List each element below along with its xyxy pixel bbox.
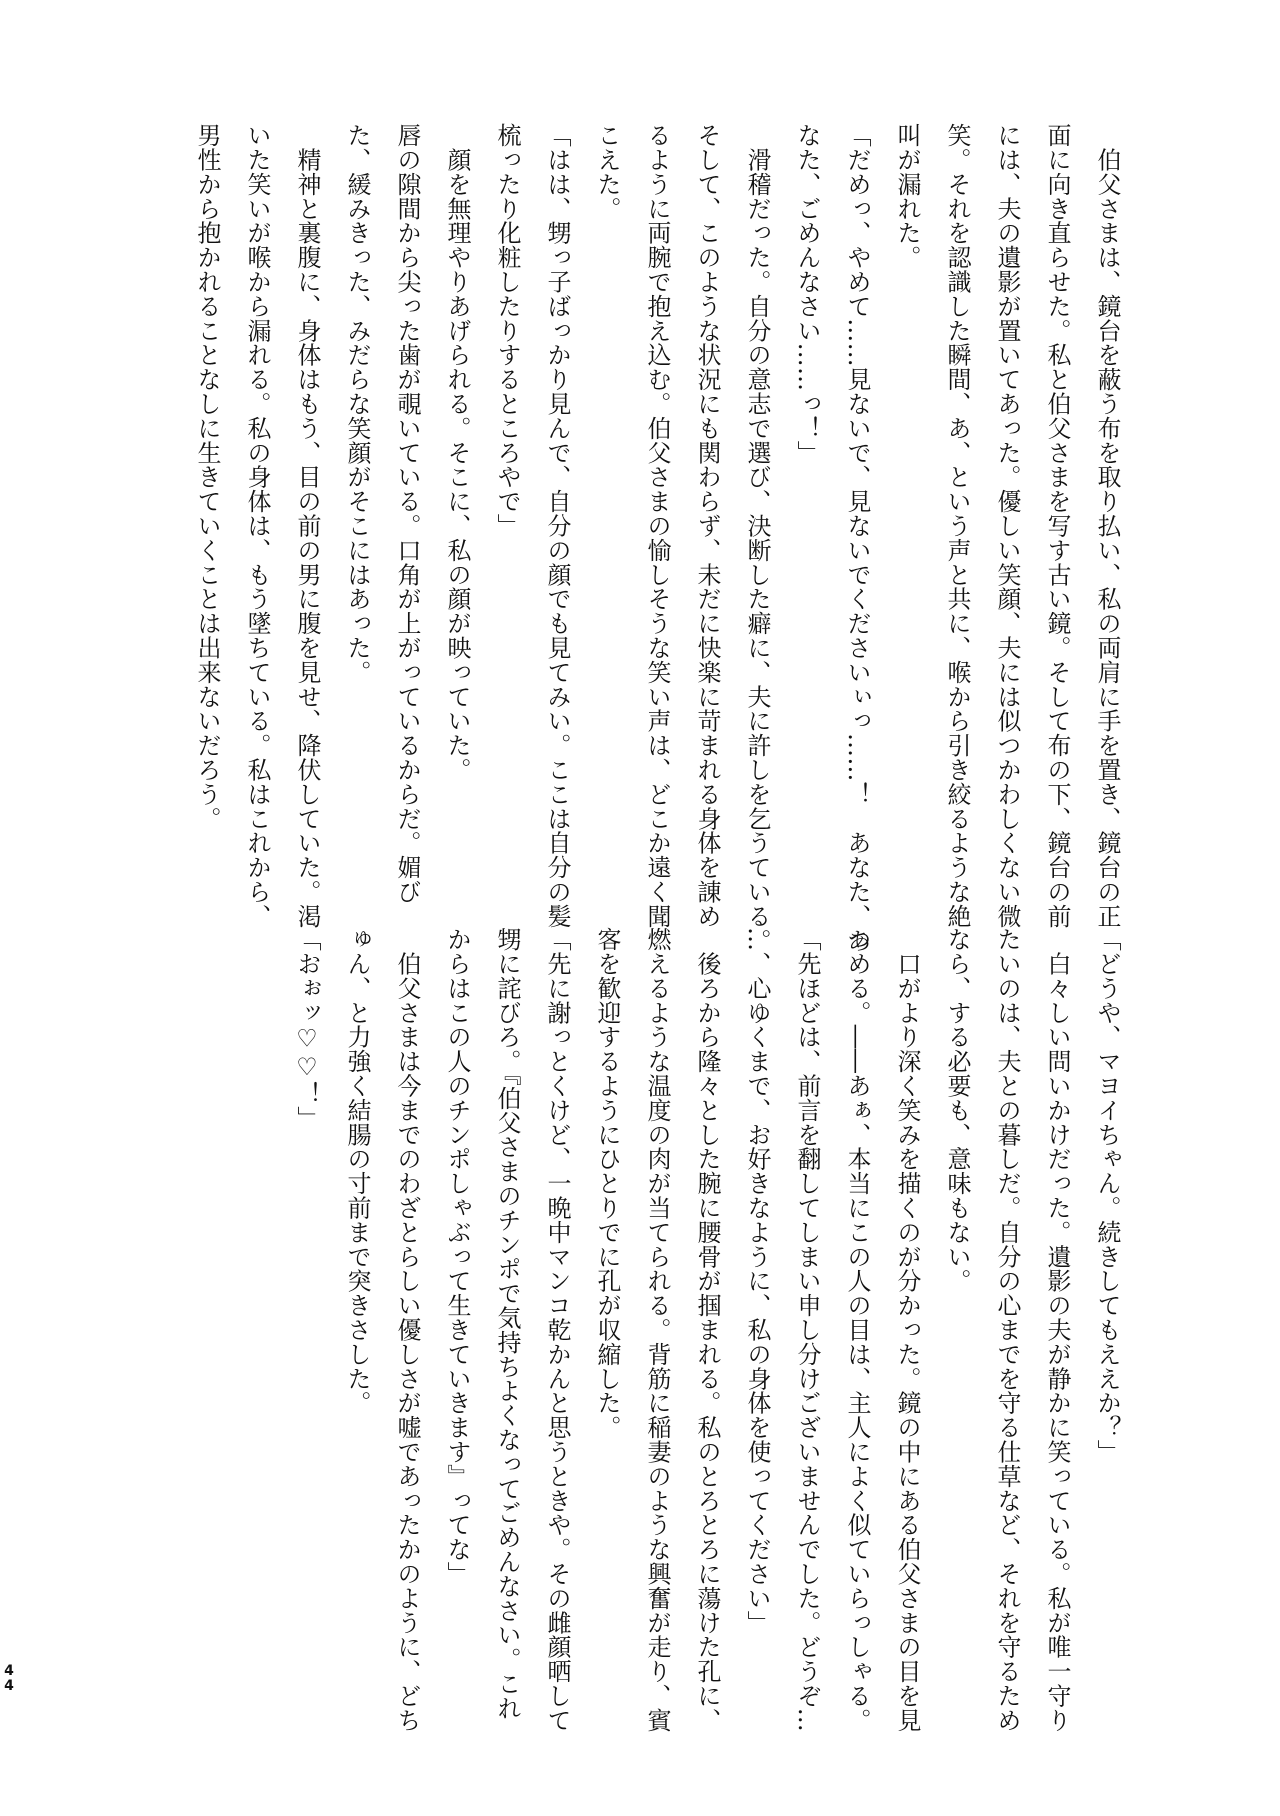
- text-line: 面に向き直らせた。私と伯父さまを写す古い鏡。そして布の下、鏡台の前: [1043, 123, 1071, 929]
- text-line: 男性から抱かれることなしに生きていくことは出来ないだろう。: [193, 123, 221, 831]
- text-line: こえた。: [593, 123, 621, 221]
- text-line: 伯父さまは今までのわざとらしい優しさが嘘であったかのように、どち: [393, 927, 421, 1733]
- text-line: 「先に謝っとくけど、一晩中マンコ乾かんと思うときや。その雌顔晒して: [543, 927, 571, 1733]
- text-line: たいのは、夫との暮しだ。自分の心までを守る仕草など、それを守るため: [993, 927, 1021, 1733]
- text-line: 燃えるような温度の肉が当てられる。背筋に稲妻のような興奮が走り、賓: [643, 927, 671, 1733]
- text-line: ゅん、と力強く結腸の寸前まで突きさした。: [343, 927, 371, 1415]
- text-line: 笑。それを認識した瞬間、あ、という声と共に、喉から引き絞るような絶: [943, 123, 971, 929]
- text-line: には、夫の遺影が置いてあった。優しい笑顔、夫には似つかわしくない微: [993, 123, 1021, 929]
- text-line: 唇の隙間から尖った歯が覗いている。口角が上がっているからだ。媚び: [393, 123, 421, 904]
- text-line: 甥に詫びろ。『伯父さまのチンポで気持ちよくなってごめんなさい。これ: [493, 927, 521, 1721]
- text-line: 滑稽だった。自分の意志で選び、決断した癖に、夫に許しを乞うている。: [743, 123, 771, 953]
- text-line: た、緩みきった、みだらな笑顔がそこにはあった。: [343, 123, 371, 685]
- text-line: 「先ほどは、前言を翻してしまい申し分けございませんでした。どうぞ…: [793, 927, 821, 1733]
- text-line: 口がより深く笑みを描くのが分かった。鏡の中にある伯父さまの目を見: [893, 927, 921, 1733]
- text-block-upper: [182, 123, 1132, 953]
- text-line: 梳ったり化粧したりするところやで」: [493, 123, 521, 538]
- text-line: 「どうや、マヨイちゃん。続きしてもええか？」: [1093, 927, 1121, 1464]
- page-number: 44: [4, 1663, 14, 1694]
- text-line: 伯父さまは、鏡台を蔽う布を取り払い、私の両肩に手を置き、鏡台の正: [1093, 123, 1121, 929]
- text-line: 後ろから隆々とした腕に腰骨が掴まれる。私のとろとろに蕩けた孔に、: [693, 927, 721, 1733]
- text-line: からはこの人のチンポしゃぶって生きていきます』ってな」: [443, 927, 471, 1586]
- text-line: 顔を無理やりあげられる。そこに、私の顔が映っていた。: [443, 123, 471, 782]
- text-line: つめる。――あぁ、本当にこの人の目は、主人によく似ていらっしゃる。: [843, 927, 871, 1733]
- text-line: なた、ごめんなさい……っ！」: [793, 123, 821, 465]
- text-line: るように両腕で抱え込む。伯父さまの愉しそうな笑い声は、どこか遠く聞: [643, 123, 671, 929]
- text-line: 「だめっ、やめて……見ないで、見ないでくださいぃっ……！ あなた、あ: [843, 123, 871, 953]
- text-line: 「おぉッ♡♡！」: [293, 927, 321, 1131]
- text-line: いた笑いが喉から漏れる。私の身体は、もう墜ちている。私はこれから、: [243, 123, 271, 929]
- text-line: …、心ゆくまで、お好きなように、私の身体を使ってください」: [743, 927, 771, 1635]
- text-line: 客を歓迎するようにひとりでに孔が収縮した。: [593, 927, 621, 1440]
- text-line: 「はは、甥っ子ばっかり見んで、自分の顔でも見てみい。ここは自分の髪: [543, 123, 571, 929]
- text-line: そして、このような状況にも関わらず、未だに快楽に苛まれる身体を諌め: [693, 123, 721, 929]
- text-line: 白々しい問いかけだった。遺影の夫が静かに笑っている。私が唯一守り: [1043, 927, 1071, 1733]
- text-block-lower: [282, 927, 1132, 1733]
- text-line: 精神と裏腹に、身体はもう、目の前の男に腹を見せ、降伏していた。渇: [293, 123, 321, 929]
- text-line: なら、する必要も、意味もない。: [943, 927, 971, 1293]
- text-line: 叫が漏れた。: [893, 123, 921, 270]
